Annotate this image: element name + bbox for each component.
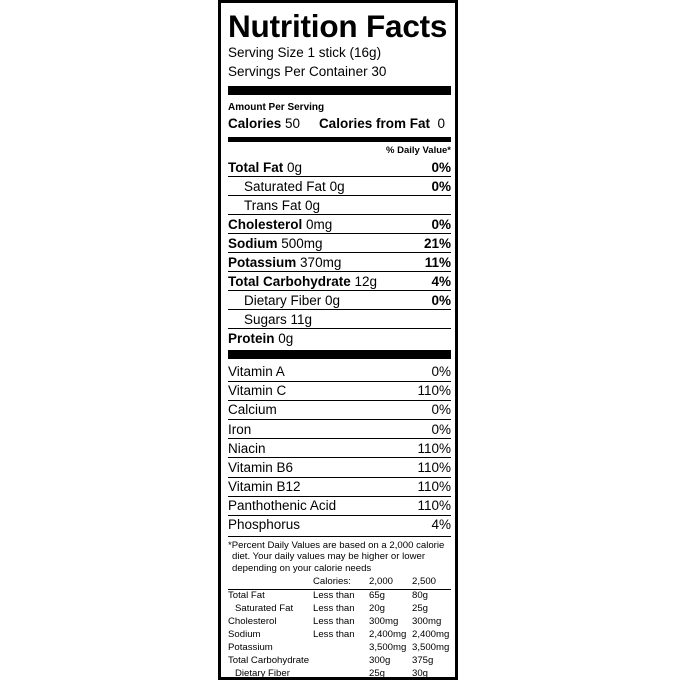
calories: Calories 50: [228, 116, 301, 131]
reference-cell: Potassium: [228, 641, 273, 653]
footnote-line: *Percent Daily Values are based on a 2,000 calorie: [228, 539, 445, 551]
reference-cell: 375g: [412, 654, 434, 666]
nutrient-label: Sodium 500mg: [228, 235, 323, 251]
reference-cell: 30g: [412, 667, 429, 679]
reference-cell: Total Fat: [228, 590, 265, 602]
vitamin-label: Phosphorus: [228, 517, 301, 533]
reference-row: [228, 642, 451, 655]
reference-cell: Cholesterol: [228, 616, 277, 628]
nutrient-daily-value: 0%: [431, 216, 451, 232]
nutrient-label: Cholesterol 0mg: [228, 216, 333, 232]
reference-cell: Saturated Fat: [235, 603, 294, 615]
daily-value-header: % Daily Value*: [386, 145, 451, 156]
reference-cell: Calories:: [313, 576, 369, 589]
vitamin-daily-value: 0%: [431, 402, 451, 418]
reference-cell: 20g: [369, 603, 386, 615]
serving-size: Serving Size 1 stick (16g): [228, 45, 382, 60]
footnote-line: diet. Your daily values may be higher or lower: [232, 551, 426, 563]
calories-from-fat: Calories from Fat 0: [318, 116, 445, 131]
vitamin-row: [228, 381, 451, 400]
vitamin-row: [228, 363, 451, 381]
nutrient-daily-value: 0%: [431, 159, 451, 175]
reference-cell: 80g: [412, 590, 429, 602]
reference-cell: 300mg: [412, 616, 442, 628]
nutrient-label: Total Fat 0g: [228, 159, 303, 175]
reference-header-row: [228, 576, 451, 589]
vitamin-row: [228, 457, 451, 476]
nutrient-daily-value: 0%: [431, 292, 451, 308]
nutrient-daily-value: 0%: [431, 178, 451, 194]
reference-cell: 300g: [369, 654, 391, 666]
reference-cell: [313, 642, 369, 655]
reference-cell: 2,500: [412, 576, 451, 589]
reference-cell: 65g: [369, 590, 386, 602]
reference-cell: 2,000: [369, 576, 412, 589]
nutrient-row: [228, 271, 451, 290]
reference-cell: 2,400mg: [412, 628, 450, 640]
vitamin-daily-value: 110%: [417, 383, 451, 399]
reference-cell: [313, 668, 369, 681]
nutrient-row: [228, 309, 451, 328]
reference-cell: 25g: [412, 603, 429, 615]
reference-cell: Dietary Fiber: [235, 667, 290, 679]
vitamin-row: [228, 419, 451, 438]
reference-cell: 300mg: [369, 616, 399, 628]
nutrient-daily-value: 11%: [424, 254, 451, 270]
vitamin-label: Niacin: [228, 440, 266, 456]
vitamin-row: [228, 515, 451, 534]
amount-per-serving: Amount Per Serving: [228, 102, 325, 113]
vitamin-row: [228, 400, 451, 419]
vitamin-daily-value: 110%: [417, 459, 451, 475]
reference-row: [228, 655, 451, 668]
nutrient-row: [228, 252, 451, 271]
reference-cell: Total Carbohydrate: [228, 654, 310, 666]
nutrient-row: [228, 214, 451, 233]
nutrient-row: [228, 328, 451, 347]
thick-divider: [228, 86, 451, 95]
vitamin-row: [228, 496, 451, 515]
medium-divider: [228, 137, 451, 142]
thick-divider-vitamins: [228, 350, 451, 359]
vitamin-list: [228, 363, 451, 534]
vitamin-label: Panthothenic Acid: [228, 497, 337, 513]
nutrient-label: Protein 0g: [228, 330, 294, 346]
vitamin-label: Calcium: [228, 402, 277, 418]
label-title: Nutrition Facts: [228, 8, 448, 44]
nutrient-list: [228, 158, 451, 347]
nutrient-label: Sugars 11g: [244, 311, 313, 327]
reference-cell: Less than: [313, 590, 355, 602]
reference-cell: [228, 576, 313, 589]
reference-row: [228, 590, 451, 603]
vitamin-daily-value: 4%: [431, 517, 451, 533]
reference-row: [228, 668, 451, 681]
nutrient-label: Total Carbohydrate 12g: [228, 273, 378, 289]
vitamin-row: [228, 477, 451, 496]
vitamin-daily-value: 0%: [431, 421, 451, 437]
reference-values-table: [228, 576, 451, 680]
nutrient-label: Trans Fat 0g: [244, 197, 321, 213]
nutrient-row: [228, 158, 451, 176]
vitamin-daily-value: 0%: [431, 364, 451, 380]
nutrient-row: [228, 195, 451, 214]
reference-cell: 2,400mg: [369, 628, 407, 640]
footnote: [228, 536, 451, 575]
nutrient-row: [228, 176, 451, 195]
reference-cell: [313, 655, 369, 668]
reference-cell: 3,500mg: [412, 641, 450, 653]
nutrient-label: Potassium 370mg: [228, 254, 342, 270]
servings-per-container: Servings Per Container 30: [228, 64, 387, 79]
vitamin-label: Vitamin A: [228, 364, 285, 380]
reference-cell: Sodium: [228, 628, 261, 640]
nutrient-row: [228, 233, 451, 252]
nutrition-facts-label: [218, 0, 458, 680]
reference-cell: Less than: [313, 603, 355, 615]
reference-row: [228, 629, 451, 642]
reference-row: [228, 603, 451, 616]
reference-cell: Less than: [313, 616, 355, 628]
vitamin-daily-value: 110%: [417, 478, 451, 494]
vitamin-label: Vitamin B12: [228, 478, 301, 494]
reference-cell: 3,500mg: [369, 641, 407, 653]
reference-cell: 25g: [369, 667, 386, 679]
nutrient-daily-value: 21%: [423, 235, 451, 251]
nutrient-daily-value: 4%: [431, 273, 451, 289]
vitamin-label: Iron: [228, 421, 252, 437]
vitamin-label: Vitamin B6: [228, 459, 294, 475]
vitamin-daily-value: 110%: [417, 497, 451, 513]
reference-cell: Less than: [313, 628, 355, 640]
vitamin-row: [228, 438, 451, 457]
nutrient-label: Saturated Fat 0g: [244, 178, 345, 194]
nutrient-row: [228, 290, 451, 309]
calories-row: [228, 114, 451, 133]
footnote-line: depending on your calorie needs: [232, 562, 372, 574]
nutrient-label: Dietary Fiber 0g: [244, 292, 341, 308]
vitamin-daily-value: 110%: [417, 440, 451, 456]
reference-row: [228, 616, 451, 629]
vitamin-label: Vitamin C: [228, 383, 287, 399]
